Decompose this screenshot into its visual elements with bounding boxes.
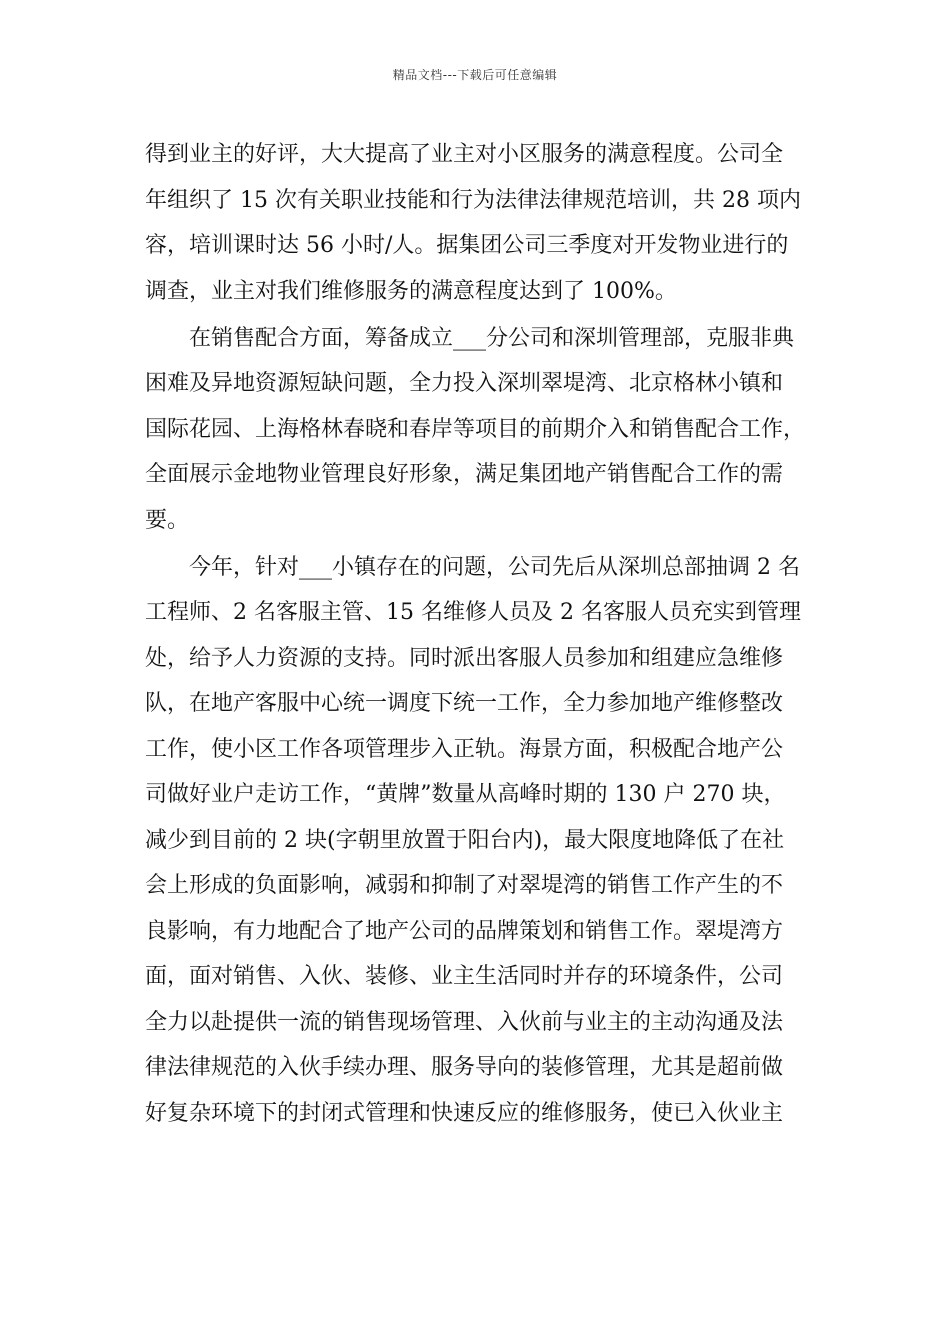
text-line: 调查，业主对我们维修服务的满意程度达到了 100%。 <box>145 278 677 304</box>
paragraph-2 <box>145 316 813 544</box>
text-line: 要。 <box>145 507 190 533</box>
text-line: 在销售配合方面，筹备成立___分公司和深圳管理部，克服非典 <box>189 325 795 351</box>
text-line: 队，在地产客服中心统一调度下统一工作，全力参加地产维修整改 <box>145 691 784 716</box>
text-line: 会上形成的负面影响，减弱和抑制了对翠堤湾的销售工作产生的不 <box>145 873 784 898</box>
text-line: 工作，使小区工作各项管理步入正轨。海景方面，积极配合地产公 <box>145 736 784 762</box>
text-line: 好复杂环境下的封闭式管理和快速反应的维修服务，使已入伙业主 <box>145 1100 784 1126</box>
text-line: 良影响，有力地配合了地产公司的品牌策划和销售工作。翠堤湾方 <box>145 918 784 944</box>
text-line: 律法律规范的入伙手续办理、服务导向的装修管理，尤其是超前做 <box>145 1055 784 1080</box>
text-line: 司做好业户走访工作，“黄牌”数量从高峰时期的 130 户 270 块， <box>145 782 786 807</box>
paragraph-1 <box>145 132 813 314</box>
text-line: 容，培训课时达 56 小时/人。据集团公司三季度对开发物业进行的 <box>145 233 789 258</box>
text-line: 工程师、2 名客服主管、15 名维修人员及 2 名客服人员充实到管理 <box>145 600 801 625</box>
text-line: 处，给予人力资源的支持。同时派出客服人员参加和组建应急维修 <box>145 645 784 671</box>
text-line: 国际花园、上海格林春晓和春岸等项目的前期介入和销售配合工作， <box>145 416 806 442</box>
text-line: 今年，针对___小镇存在的问题，公司先后从深圳总部抽调 2 名 <box>189 554 800 580</box>
document-body <box>145 132 813 1136</box>
text-line: 面，面对销售、入伙、装修、业主生活同时并存的环境条件，公司 <box>145 964 784 989</box>
text-line: 困难及异地资源短缺问题，全力投入深圳翠堤湾、北京格林小镇和 <box>145 371 784 396</box>
text-line: 全面展示金地物业管理良好形象，满足集团地产销售配合工作的需 <box>145 462 784 487</box>
page-header: 精品文档---下载后可任意编辑 <box>392 68 558 82</box>
text-line: 年组织了 15 次有关职业技能和行为法律法律规范培训，共 28 项内 <box>145 187 801 213</box>
paragraph-3 <box>145 545 813 1137</box>
text-line: 全力以赴提供一流的销售现场管理、入伙前与业主的主动沟通及法 <box>145 1009 784 1035</box>
text-line: 得到业主的好评，大大提高了业主对小区服务的满意程度。公司全 <box>145 142 784 167</box>
text-line: 减少到目前的 2 块(字朝里放置于阳台内)，最大限度地降低了在社 <box>145 827 785 853</box>
